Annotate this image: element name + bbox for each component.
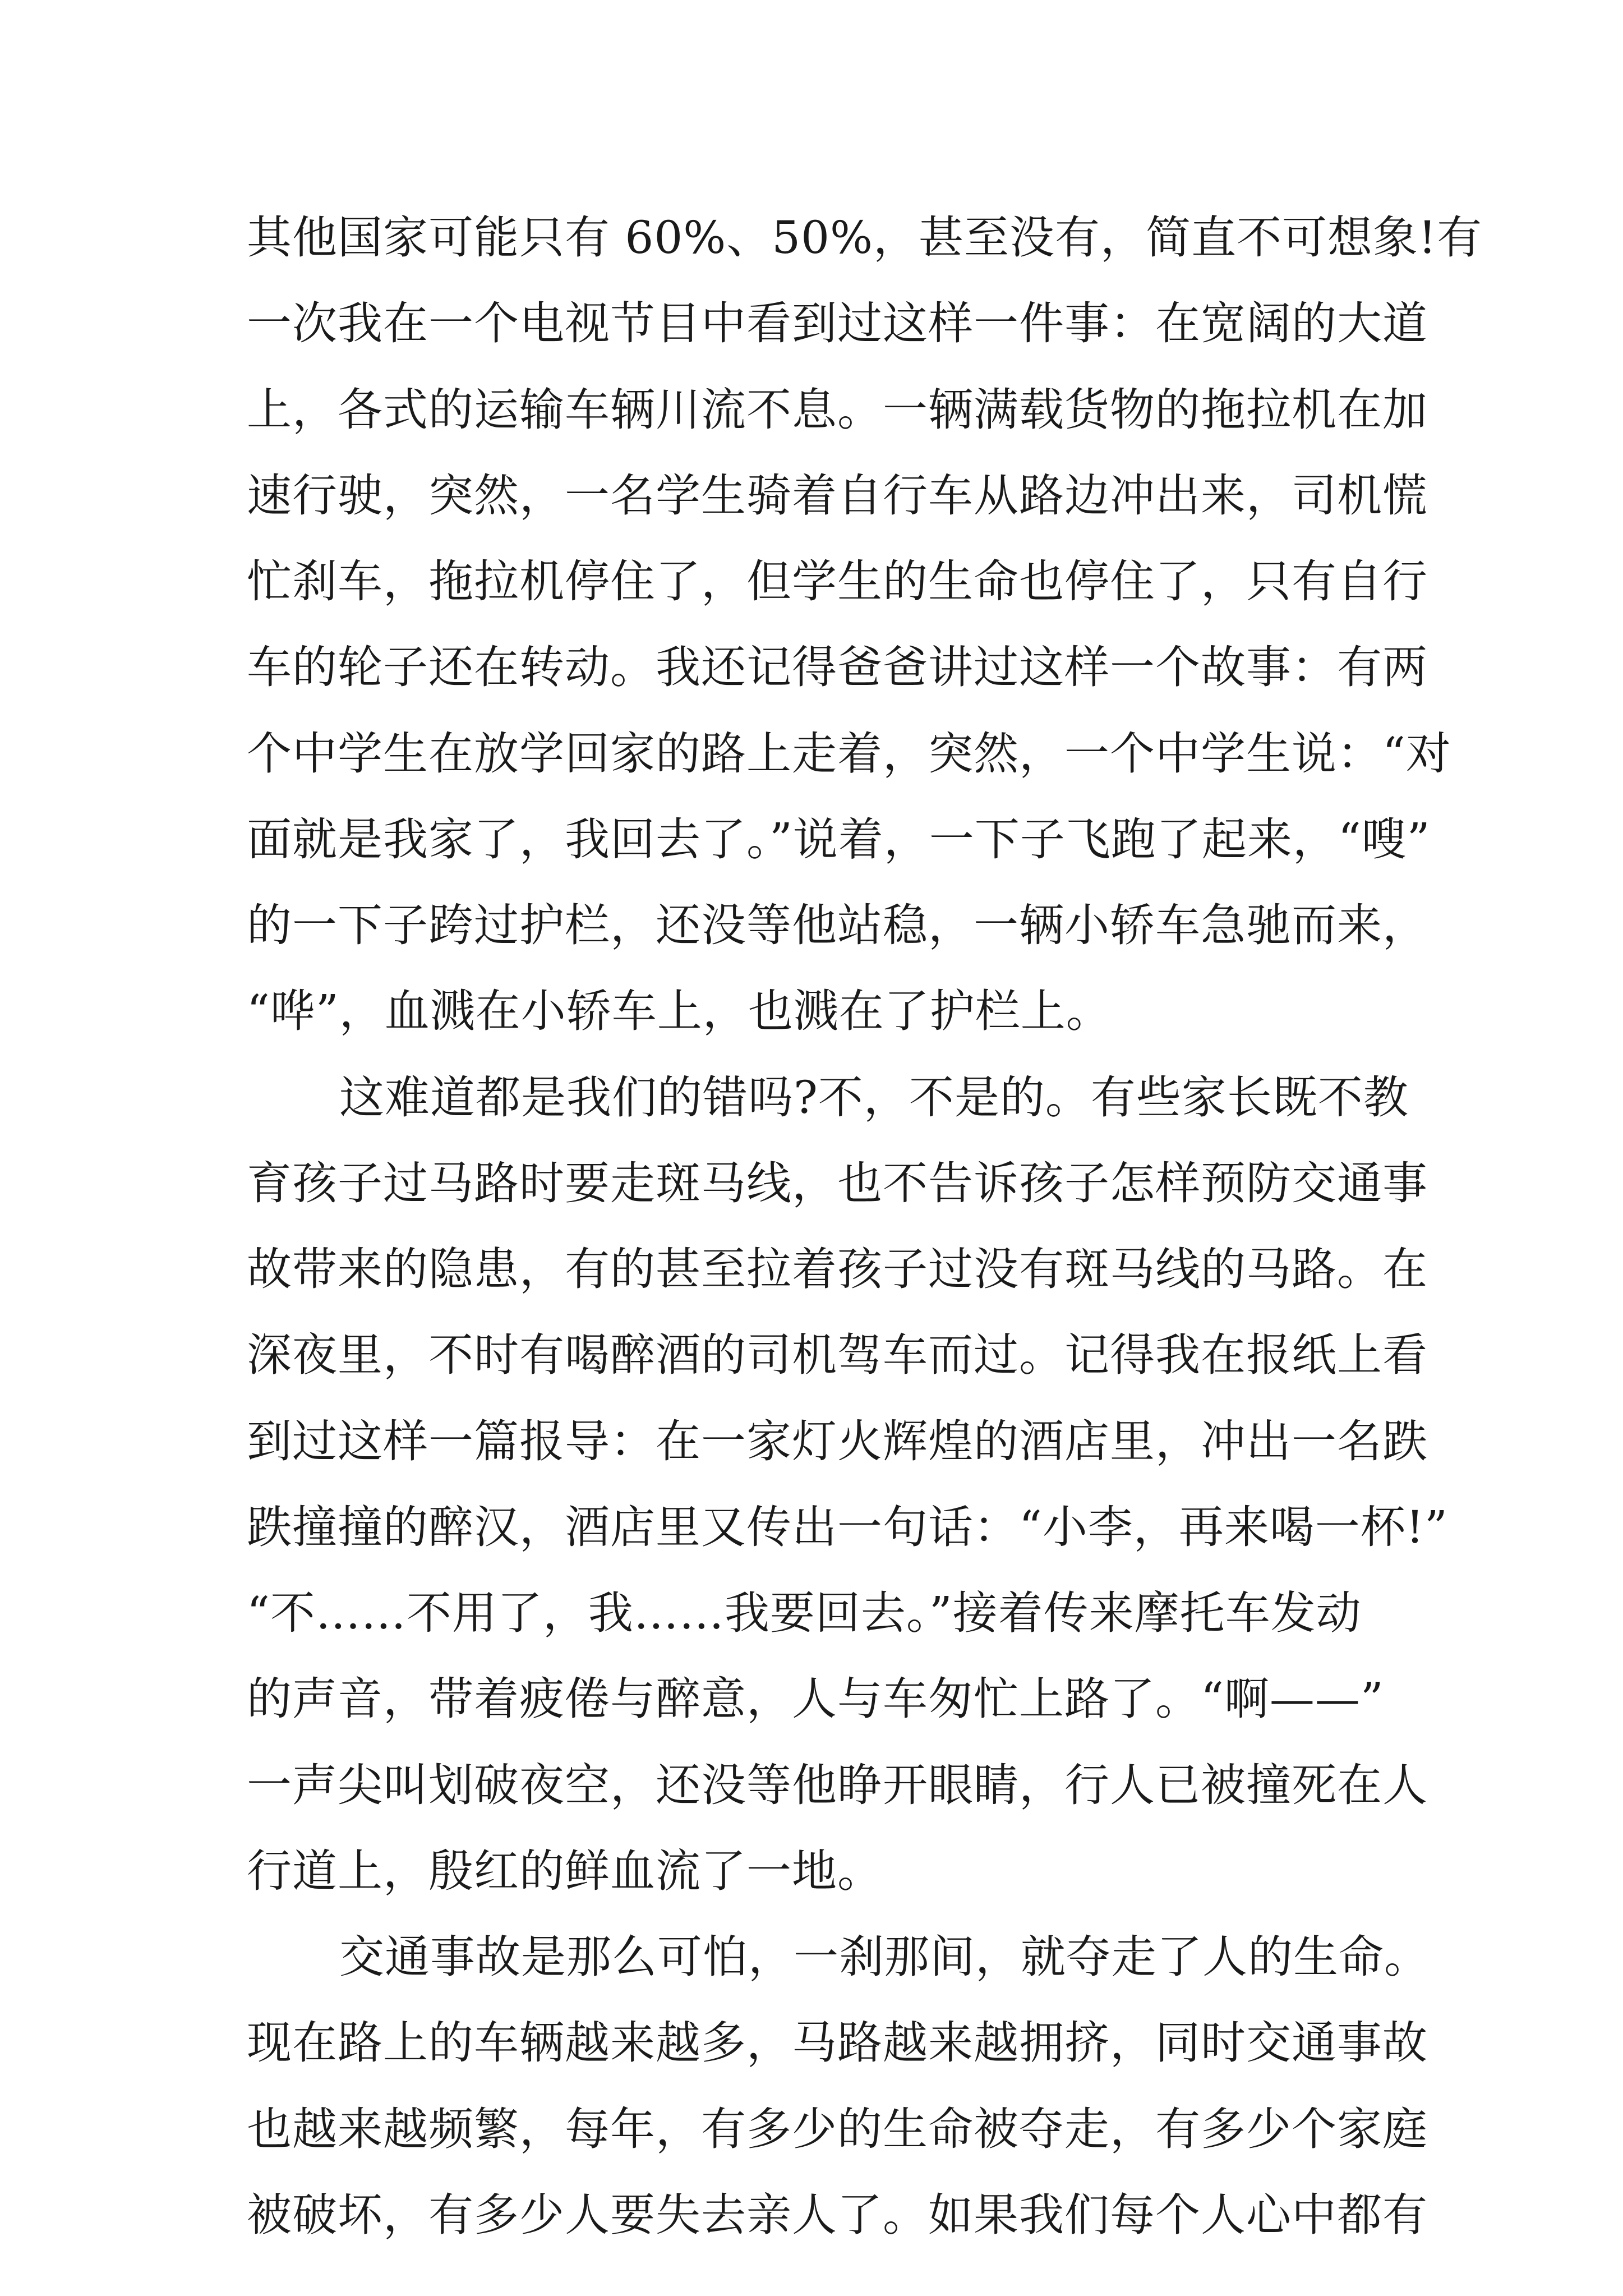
paragraph-2-line-4: 深夜里，不时有喝醉酒的司机驾车而过。记得我在报纸上看: [247, 1329, 1428, 1381]
paragraph-3-line-1: 交通事故是那么可怕，一刹那间，就夺走了人的生命。: [339, 1931, 1430, 1983]
paragraph-1-line-2: 一次我在一个电视节目中看到过这样一件事：在宽阔的大道: [247, 297, 1428, 349]
paragraph-2-line-2: 育孩子过马路时要走斑马线，也不告诉孩子怎样预防交通事: [247, 1157, 1428, 1209]
paragraph-2-line-3: 故带来的隐患，有的甚至拉着孩子过没有斑马线的马路。在: [247, 1243, 1428, 1295]
paragraph-2-line-9: 一声尖叫划破夜空，还没等他睁开眼睛，行人已被撞死在人: [247, 1759, 1428, 1811]
paragraph-3-line-3: 也越来越频繁，每年，有多少的生命被夺走，有多少个家庭: [247, 2103, 1428, 2155]
paragraph-3-line-2: 现在路上的车辆越来越多，马路越来越拥挤，同时交通事故: [247, 2017, 1428, 2069]
paragraph-2-line-6: 跌撞撞的醉汉，酒店里又传出一句话：“小李，再来喝一杯!”: [247, 1501, 1448, 1553]
paragraph-1-line-1: 其他国家可能只有 60%、50%，甚至没有，简直不可想象!有: [247, 211, 1483, 264]
paragraph-1-line-10: “哗”，血溅在小轿车上，也溅在了护栏上。: [247, 985, 1112, 1037]
paragraph-1-line-9: 的一下子跨过护栏，还没等他站稳，一辆小轿车急驰而来，: [247, 899, 1428, 951]
paragraph-2-line-8: 的声音，带着疲倦与醉意，人与车匆忙上路了。“啊——”: [247, 1673, 1384, 1725]
paragraph-1-line-5: 忙刹车，拖拉机停住了，但学生的生命也停住了，只有自行: [247, 555, 1428, 608]
paragraph-2-line-5: 到过这样一篇报导：在一家灯火辉煌的酒店里，冲出一名跌: [247, 1415, 1428, 1467]
paragraph-1-line-6: 车的轮子还在转动。我还记得爸爸讲过这样一个故事：有两: [247, 641, 1428, 693]
paragraph-2-line-1: 这难道都是我们的错吗?不，不是的。有些家长既不教: [339, 1071, 1409, 1124]
paragraph-1-line-4: 速行驶，突然，一名学生骑着自行车从路边冲出来，司机慌: [247, 470, 1428, 522]
paragraph-1-line-3: 上，各式的运输车辆川流不息。一辆满载货物的拖拉机在加: [247, 384, 1428, 436]
paragraph-2-line-10: 行道上，殷红的鲜血流了一地。: [247, 1845, 883, 1897]
paragraph-2-line-7: “不……不用了，我……我要回去。”接着传来摩托车发动: [247, 1587, 1362, 1639]
paragraph-1-line-8: 面就是我家了，我回去了。”说着，一下子飞跑了起来，“嗖”: [247, 813, 1431, 866]
paragraph-3-line-4: 被破坏，有多少人要失去亲人了。如果我们每个人心中都有: [247, 2189, 1428, 2241]
paragraph-1-line-7: 个中学生在放学回家的路上走着，突然，一个中学生说：“对: [247, 728, 1451, 780]
